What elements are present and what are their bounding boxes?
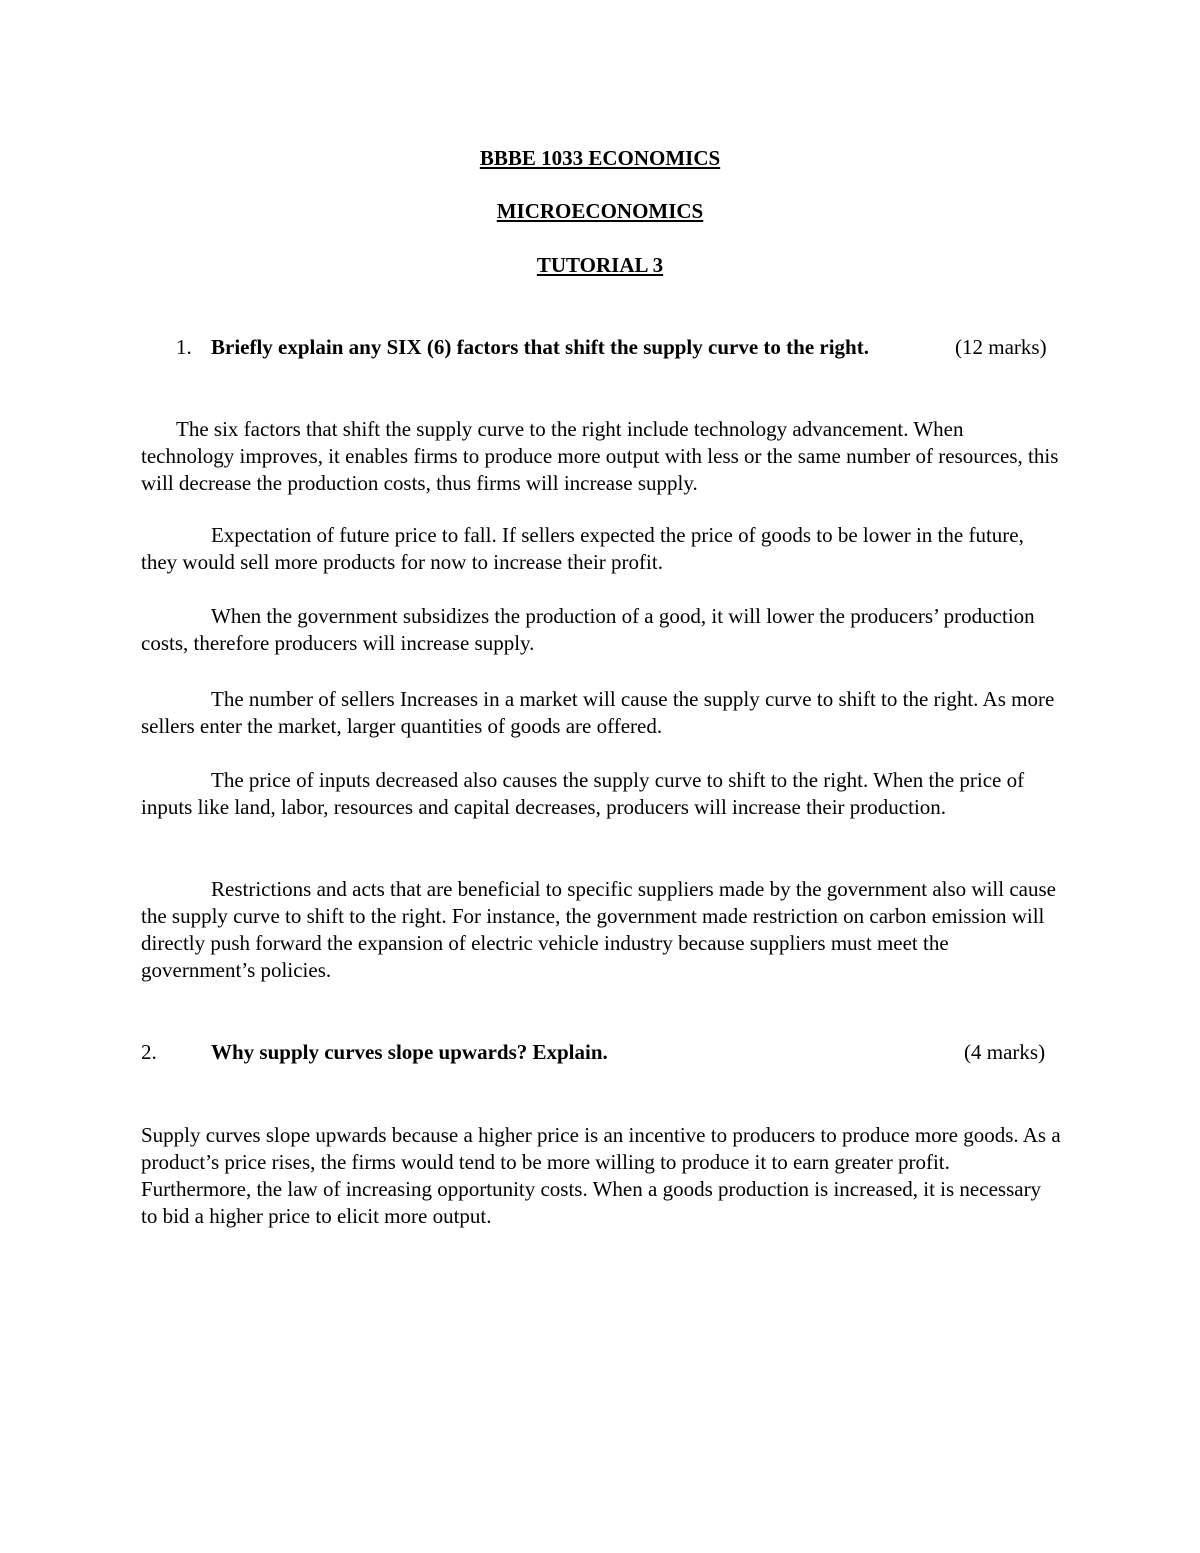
tutorial-title: TUTORIAL 3 [536,253,664,277]
answer-1-text-5: The price of inputs decreased also causes the supply curve to shift to the right. When the price of inputs like land, labor, resources and capital decreases, producers will increase their production. [141,768,1025,819]
answer-1-paragraph-6 [141,876,1061,984]
course-title: BBBE 1033 ECONOMICS [479,146,721,170]
answer-1-text-2: Expectation of future price to fall. If sellers expected the price of goods to be lower in the future, they would sell more products for now to increase their profit. [141,523,1024,574]
answer-1-paragraph-5 [141,767,1061,821]
answer-2-text: Supply curves slope upwards because a higher price is an incentive to producers to produce more goods. As a product’s price rises, the firms would tend to be more willing to produce it to earn greater profit. Furthermore, the law of increasing opportunity costs. When a goods production is increased, it is necessary to bid a higher price to elicit more output. [141,1123,1061,1228]
question-2-marks: (4 marks) [964,1040,1046,1064]
question-2-prompt: Why supply curves slope upwards? Explain. [211,1040,608,1064]
question-2-text [211,1040,608,1064]
question-1-text [211,335,869,359]
answer-1-text-6: Restrictions and acts that are beneficial to specific suppliers made by the government also will cause the supply curve to shift to the right. For instance, the government made restriction on carbon emission will directly push forward the expansion of electric vehicle industry because suppliers must meet the government’s policies. [141,877,1056,982]
answer-1-paragraph-4 [141,686,1061,740]
subject-title: MICROECONOMICS [496,199,704,223]
answer-1-paragraph-2 [141,522,1061,576]
question-1-number: 1. [176,335,192,359]
question-1-marks: (12 marks) [955,335,1047,359]
answer-1-text-1: The six factors that shift the supply curve to the right include technology advancement. When technology improves, it enables firms to produce more output with less or the same number of resources, this will decrease the production costs, thus firms will increase supply. [141,417,1059,495]
question-2-number: 2. [141,1040,157,1064]
answer-2-paragraph [141,1122,1061,1230]
answer-1-text-4: The number of sellers Increases in a market will cause the supply curve to shift to the right. As more sellers enter the market, larger quantities of goods are offered. [141,687,1055,738]
answer-1-paragraph-3 [141,603,1061,657]
answer-1-paragraph-1 [141,416,1061,497]
answer-1-text-3: When the government subsidizes the production of a good, it will lower the producers’ production costs, therefore producers will increase supply. [141,604,1035,655]
question-1-prompt: Briefly explain any SIX (6) factors that shift the supply curve to the right. [211,335,869,359]
